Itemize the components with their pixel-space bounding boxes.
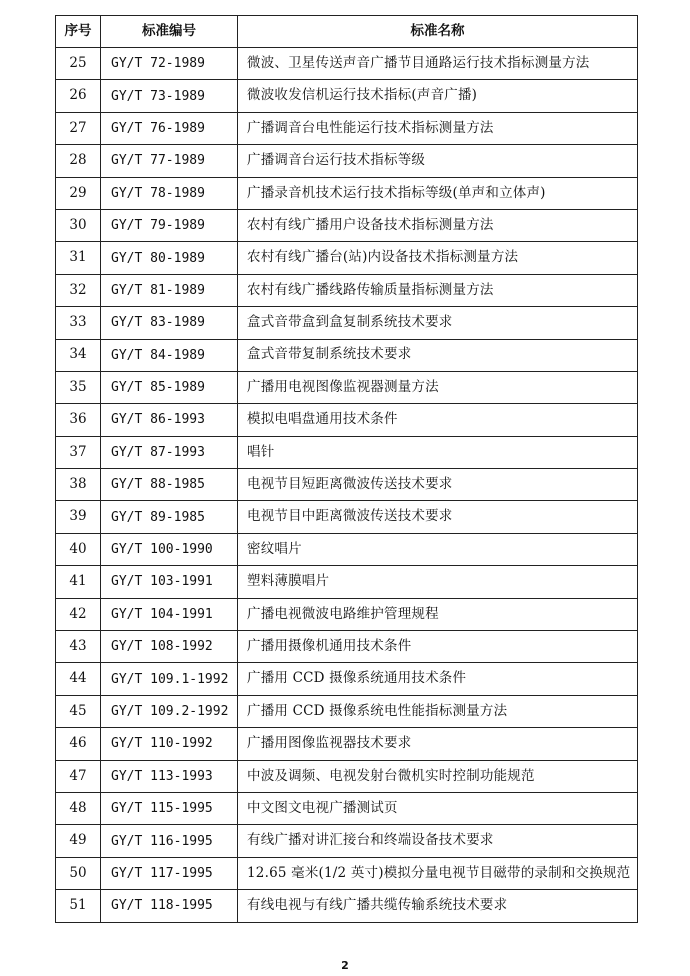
code-cell: GY/T 80-1989 (101, 242, 238, 274)
name-cell: 电视节目短距离微波传送技术要求 (238, 469, 638, 501)
code-cell: GY/T 83-1989 (101, 307, 238, 339)
code-cell: GY/T 100-1990 (101, 533, 238, 565)
table-header (56, 16, 638, 48)
code-cell: GY/T 78-1989 (101, 177, 238, 209)
seq-cell: 28 (56, 145, 101, 177)
table-row (56, 274, 638, 306)
seq-cell: 44 (56, 663, 101, 695)
seq-cell: 39 (56, 501, 101, 533)
name-cell: 12.65 毫米(1/2 英寸)模拟分量电视节目磁带的录制和交换规范 (238, 857, 638, 889)
name-cell: 农村有线广播线路传输质量指标测量方法 (238, 274, 638, 306)
seq-cell: 25 (56, 48, 101, 80)
table-body (56, 48, 638, 923)
name-cell: 微波、卫星传送声音广播节目通路运行技术指标测量方法 (238, 48, 638, 80)
code-cell: GY/T 110-1992 (101, 728, 238, 760)
header-seq: 序号 (56, 16, 101, 48)
name-cell: 广播调音台运行技术指标等级 (238, 145, 638, 177)
name-cell: 中波及调频、电视发射台微机实时控制功能规范 (238, 760, 638, 792)
header-row (56, 16, 638, 48)
page-number: 2 (341, 959, 349, 972)
table-row (56, 631, 638, 663)
name-cell: 农村有线广播台(站)内设备技术指标测量方法 (238, 242, 638, 274)
standards-table (55, 15, 638, 923)
code-cell: GY/T 77-1989 (101, 145, 238, 177)
table-row (56, 112, 638, 144)
table-row (56, 177, 638, 209)
seq-cell: 49 (56, 825, 101, 857)
code-cell: GY/T 103-1991 (101, 566, 238, 598)
seq-cell: 27 (56, 112, 101, 144)
name-cell: 广播电视微波电路维护管理规程 (238, 598, 638, 630)
table-row (56, 825, 638, 857)
seq-cell: 42 (56, 598, 101, 630)
seq-cell: 40 (56, 533, 101, 565)
seq-cell: 41 (56, 566, 101, 598)
seq-cell: 51 (56, 890, 101, 922)
seq-cell: 26 (56, 80, 101, 112)
name-cell: 农村有线广播用户设备技术指标测量方法 (238, 209, 638, 241)
table-row (56, 695, 638, 727)
seq-cell: 35 (56, 371, 101, 403)
code-cell: GY/T 113-1993 (101, 760, 238, 792)
name-cell: 塑料薄膜唱片 (238, 566, 638, 598)
name-cell: 广播录音机技术运行技术指标等级(单声和立体声) (238, 177, 638, 209)
table-row (56, 209, 638, 241)
table-row (56, 598, 638, 630)
code-cell: GY/T 116-1995 (101, 825, 238, 857)
code-cell: GY/T 108-1992 (101, 631, 238, 663)
table-row (56, 469, 638, 501)
name-cell: 广播用摄像机通用技术条件 (238, 631, 638, 663)
table-row (56, 760, 638, 792)
seq-cell: 36 (56, 404, 101, 436)
name-cell: 广播用图像监视器技术要求 (238, 728, 638, 760)
code-cell: GY/T 73-1989 (101, 80, 238, 112)
code-cell: GY/T 84-1989 (101, 339, 238, 371)
table-row (56, 307, 638, 339)
table-row (56, 404, 638, 436)
name-cell: 盒式音带盒到盒复制系统技术要求 (238, 307, 638, 339)
code-cell: GY/T 86-1993 (101, 404, 238, 436)
table-row (56, 80, 638, 112)
code-cell: GY/T 109.2-1992 (101, 695, 238, 727)
table-row (56, 728, 638, 760)
seq-cell: 34 (56, 339, 101, 371)
code-cell: GY/T 89-1985 (101, 501, 238, 533)
seq-cell: 33 (56, 307, 101, 339)
code-cell: GY/T 81-1989 (101, 274, 238, 306)
table-row (56, 890, 638, 922)
table-row (56, 48, 638, 80)
code-cell: GY/T 76-1989 (101, 112, 238, 144)
name-cell: 密纹唱片 (238, 533, 638, 565)
seq-cell: 30 (56, 209, 101, 241)
name-cell: 有线广播对讲汇接台和终端设备技术要求 (238, 825, 638, 857)
seq-cell: 48 (56, 792, 101, 824)
code-cell: GY/T 85-1989 (101, 371, 238, 403)
header-code: 标准编号 (101, 16, 238, 48)
code-cell: GY/T 72-1989 (101, 48, 238, 80)
name-cell: 有线电视与有线广播共缆传输系统技术要求 (238, 890, 638, 922)
table-row (56, 533, 638, 565)
code-cell: GY/T 79-1989 (101, 209, 238, 241)
name-cell: 中文图文电视广播测试页 (238, 792, 638, 824)
seq-cell: 32 (56, 274, 101, 306)
name-cell: 广播用 CCD 摄像系统通用技术条件 (238, 663, 638, 695)
seq-cell: 37 (56, 436, 101, 468)
name-cell: 广播用 CCD 摄像系统电性能指标测量方法 (238, 695, 638, 727)
table-row (56, 145, 638, 177)
code-cell: GY/T 117-1995 (101, 857, 238, 889)
table-row (56, 792, 638, 824)
seq-cell: 31 (56, 242, 101, 274)
code-cell: GY/T 115-1995 (101, 792, 238, 824)
seq-cell: 46 (56, 728, 101, 760)
seq-cell: 43 (56, 631, 101, 663)
seq-cell: 47 (56, 760, 101, 792)
table-row (56, 566, 638, 598)
table-row (56, 339, 638, 371)
table-row (56, 663, 638, 695)
seq-cell: 38 (56, 469, 101, 501)
name-cell: 广播调音台电性能运行技术指标测量方法 (238, 112, 638, 144)
name-cell: 电视节目中距离微波传送技术要求 (238, 501, 638, 533)
header-name: 标准名称 (238, 16, 638, 48)
code-cell: GY/T 87-1993 (101, 436, 238, 468)
name-cell: 广播用电视图像监视器测量方法 (238, 371, 638, 403)
name-cell: 模拟电唱盘通用技术条件 (238, 404, 638, 436)
table-row (56, 371, 638, 403)
code-cell: GY/T 109.1-1992 (101, 663, 238, 695)
code-cell: GY/T 104-1991 (101, 598, 238, 630)
seq-cell: 29 (56, 177, 101, 209)
table-row (56, 242, 638, 274)
table-row (56, 501, 638, 533)
name-cell: 盒式音带复制系统技术要求 (238, 339, 638, 371)
table-row (56, 857, 638, 889)
seq-cell: 50 (56, 857, 101, 889)
name-cell: 微波收发信机运行技术指标(声音广播) (238, 80, 638, 112)
code-cell: GY/T 118-1995 (101, 890, 238, 922)
code-cell: GY/T 88-1985 (101, 469, 238, 501)
name-cell: 唱针 (238, 436, 638, 468)
table-row (56, 436, 638, 468)
seq-cell: 45 (56, 695, 101, 727)
